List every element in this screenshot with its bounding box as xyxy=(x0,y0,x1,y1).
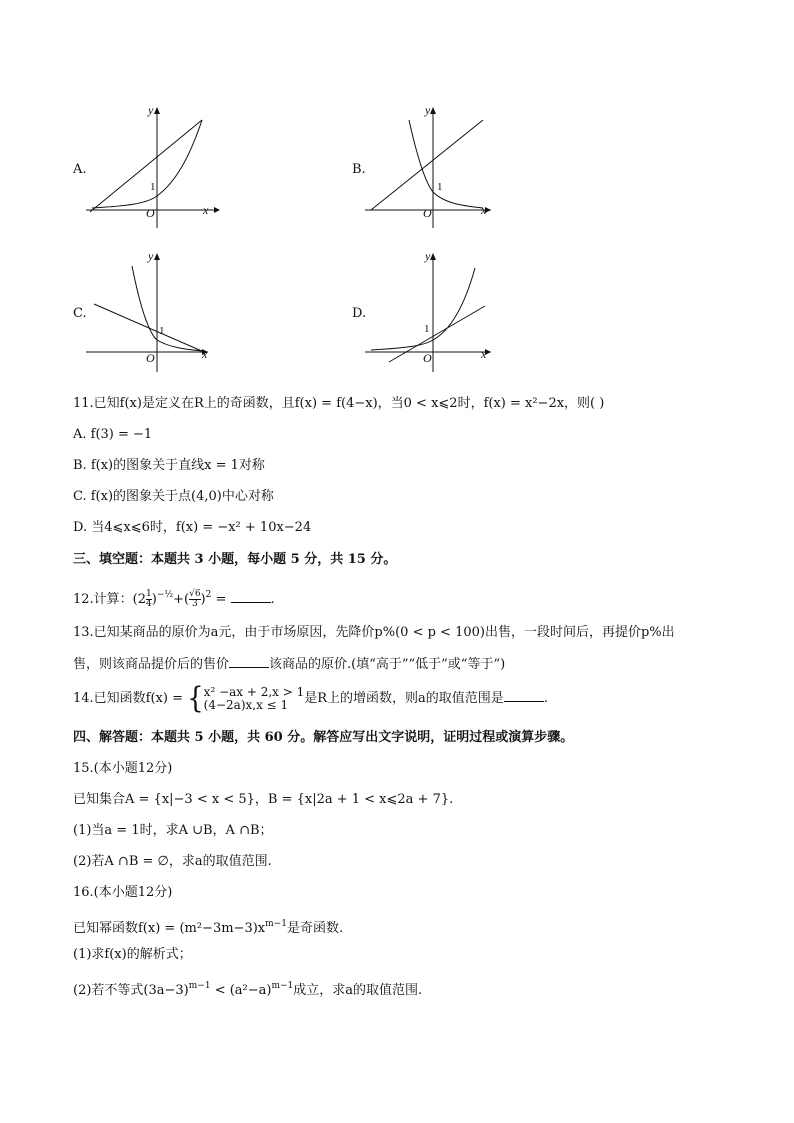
q12-power: 2 xyxy=(205,590,212,600)
q15-head: 15.(本小题12分) xyxy=(73,761,173,776)
q16-part-2 xyxy=(73,977,422,1000)
q12-answer-blank[interactable] xyxy=(231,590,271,603)
graph-c-x-label: x xyxy=(202,347,208,361)
q14-answer-blank[interactable] xyxy=(504,689,544,702)
graph-b xyxy=(365,100,505,230)
q12-mid: +( xyxy=(173,592,190,607)
q12-suffix: = xyxy=(215,592,231,607)
graph-c-origin: O xyxy=(146,351,155,365)
q14-cases xyxy=(204,686,305,712)
q14-end: . xyxy=(543,691,548,706)
q15-part-2: (2)若A ∩B = ∅，求a的取值范围. xyxy=(73,854,272,869)
graph-b-y-label: y xyxy=(425,103,431,117)
q14-case-2: (4−2a)x,x ≤ 1 xyxy=(203,697,289,712)
q16-part-2-exp1: m−1 xyxy=(188,981,211,991)
q14-suffix: 是R上的增函数，则a的取值范围是 xyxy=(304,691,504,706)
graph-b-x-label: x xyxy=(481,203,487,217)
graph-c-y-label: y xyxy=(148,249,154,263)
graph-d-y-label: y xyxy=(425,249,431,263)
q12-sqrt-den: 3 xyxy=(191,599,198,609)
q16-stem-a: 已知幂函数f(x) = (m²−3m−3)x xyxy=(73,921,266,936)
q13-line1: 13.已知某商品的原价为a元，由于市场原因，先降价p%(0 < p < 100)出售，一段时间后，再提价p%出 xyxy=(73,625,675,640)
q13-line2-b: 该商品的原价.(填“高于”“低于”或“等于”) xyxy=(269,657,506,672)
graph-a-one: 1 xyxy=(150,181,156,193)
graph-d-origin: O xyxy=(423,351,432,365)
option-a-label: A. xyxy=(73,162,87,177)
q16-part-2-exp2: m−1 xyxy=(271,981,294,991)
q13-answer-blank[interactable] xyxy=(229,655,269,668)
q11-option-c: C. f(x)的图象关于点(4,0)中心对称 xyxy=(73,489,274,504)
q12: 12.计算：(2 $\frac{1}{4}$ )$^{-\frac{1}{2}}$+( $\frac{√6}{3}$ )$^2$ = . xyxy=(73,589,275,609)
section-4-heading: 四、解答题：本题共 5 小题，共 60 分。解答应写出文字说明，证明过程或演算步骤。 xyxy=(73,730,574,745)
q13-line2-a: 售，则该商品提价后的售价 xyxy=(73,657,230,672)
q16-stem-exp: m−1 xyxy=(265,919,287,929)
q12-sqrt-num: √6 xyxy=(189,589,201,599)
q11-option-d: D. 当4⩽x⩽6时，f(x) = −x² + 10x−24 xyxy=(73,520,312,535)
q16-stem-b: 是奇函数. xyxy=(286,921,344,936)
graph-c-one: 1 xyxy=(159,325,165,337)
option-d-label: D. xyxy=(352,306,367,321)
graph-b-one: 1 xyxy=(437,181,443,193)
q16-head: 16.(本小题12分) xyxy=(73,885,173,900)
graph-c xyxy=(86,246,226,376)
option-b-label: B. xyxy=(352,162,366,177)
q14-brace: { xyxy=(187,682,204,715)
q11-option-a: A. f(3) = −1 xyxy=(73,427,153,442)
q12-exponent: −½ xyxy=(156,590,174,600)
option-c-label: C. xyxy=(73,306,87,321)
q14-case-1: x² −ax + 2,x > 1 xyxy=(203,684,305,699)
q16-part-1: (1)求f(x)的解析式； xyxy=(73,947,192,962)
q12-frac-den: 4 xyxy=(146,599,152,609)
q15-part-1: (1)当a = 1时，求A ∪B，A ∩B； xyxy=(73,823,273,838)
graph-a-x-label: x xyxy=(203,203,209,217)
graph-d-x-label: x xyxy=(481,347,487,361)
q12-sqrt-fraction xyxy=(189,590,200,609)
graph-a-origin: O xyxy=(146,206,155,220)
q15-stem: 已知集合A = {x|−3 < x < 5}，B = {x|2a + 1 < x⩽2a + 7}. xyxy=(73,792,454,807)
graph-a-y-label: y xyxy=(148,103,154,117)
q12-fraction xyxy=(146,590,152,609)
graph-b-origin: O xyxy=(423,206,432,220)
graph-d-one: 1 xyxy=(424,323,430,335)
q11-stem: 11.已知f(x)是定义在R上的奇函数，且f(x) = f(4−x)，当0 < x⩽2时，f(x) = x²−2x，则( ) xyxy=(73,396,605,411)
q13-line2 xyxy=(73,655,505,674)
graph-d xyxy=(365,246,505,376)
q16-part-2-b: < (a²−a) xyxy=(210,983,272,998)
q11-option-b: B. f(x)的图象关于直线x = 1对称 xyxy=(73,458,265,473)
q14-prefix: 14.已知函数f(x) = xyxy=(73,691,188,706)
q16-part-2-c: 成立，求a的取值范围. xyxy=(293,983,423,998)
q16-part-2-a: (2)若不等式(3a−3) xyxy=(73,983,189,998)
section-3-heading: 三、填空题：本题共 3 小题，每小题 5 分，共 15 分。 xyxy=(73,552,397,567)
q14 xyxy=(73,684,548,714)
q12-end: . xyxy=(270,592,275,607)
graph-a xyxy=(86,100,226,230)
q12-prefix: 12.计算：(2 xyxy=(73,592,147,607)
q12-frac-num: 1 xyxy=(146,589,152,599)
q16-stem xyxy=(73,915,343,938)
